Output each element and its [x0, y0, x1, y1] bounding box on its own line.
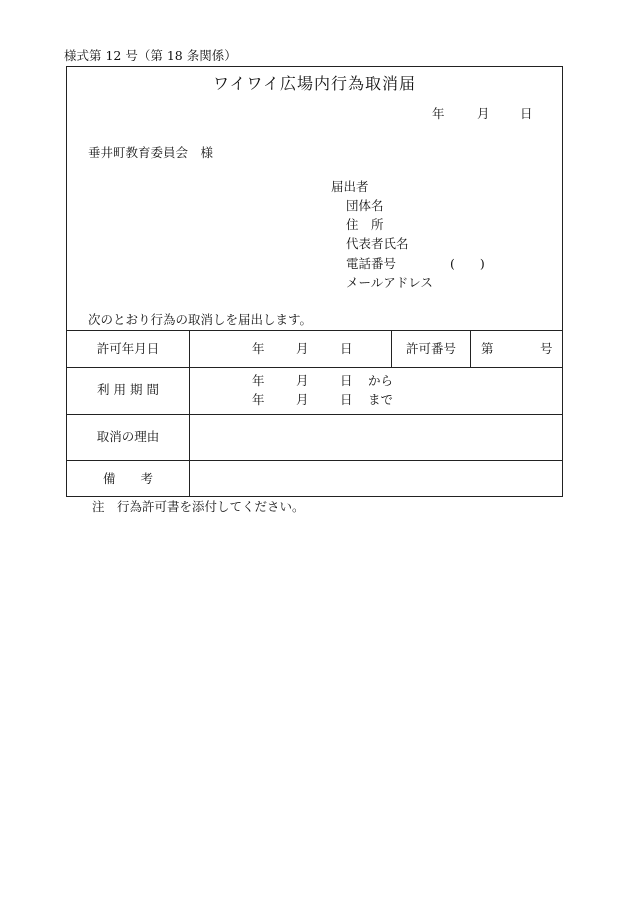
applicant-heading: 届出者	[331, 179, 369, 194]
applicant-representative-label[interactable]: 代表者氏名	[346, 236, 409, 251]
usage-from-year[interactable]: 年	[252, 373, 265, 388]
usage-to-day[interactable]: 日	[340, 392, 353, 407]
permit-number-prefix[interactable]: 第	[481, 341, 494, 356]
cancellation-reason-label: 取消の理由	[96, 429, 160, 444]
usage-from-day[interactable]: 日	[340, 373, 353, 388]
permit-number-label: 許可番号	[405, 341, 456, 356]
applicant-email-label[interactable]: メールアドレス	[346, 275, 433, 290]
permit-number-suffix[interactable]: 号	[540, 341, 553, 356]
usage-period-label: 利 用 期 間	[97, 382, 159, 397]
submission-date-year[interactable]: 年	[432, 106, 445, 121]
table-cell-divider	[470, 330, 471, 367]
permit-date-month[interactable]: 月	[296, 341, 309, 356]
remarks-field[interactable]	[190, 461, 562, 496]
applicant-address-label[interactable]: 住 所	[346, 217, 384, 232]
usage-from-month[interactable]: 月	[296, 373, 309, 388]
applicant-organization-label[interactable]: 団体名	[346, 198, 384, 213]
permit-date-label: 許可年月日	[96, 341, 160, 356]
addressee: 垂井町教育委員会 様	[88, 145, 214, 160]
phone-parentheses: ( )	[450, 256, 485, 271]
table-top-border	[66, 330, 563, 331]
permit-date-year[interactable]: 年	[252, 341, 265, 356]
submission-date-day[interactable]: 日	[520, 106, 533, 121]
usage-from-word: から	[368, 373, 394, 388]
usage-to-year[interactable]: 年	[252, 392, 265, 407]
attachment-note: 注 行為許可書を添付してください。	[92, 499, 305, 514]
cancellation-reason-field[interactable]	[190, 415, 562, 460]
usage-to-word: まで	[368, 392, 394, 407]
applicant-phone-label[interactable]: 電話番号	[346, 256, 397, 271]
remarks-label: 備 考	[102, 471, 153, 486]
form-title: ワイワイ広場内行為取消届	[212, 74, 417, 93]
usage-to-month[interactable]: 月	[296, 392, 309, 407]
statement-text: 次のとおり行為の取消しを届出します。	[88, 312, 313, 327]
table-row-divider	[66, 367, 563, 368]
form-number-label: 様式第 12 号（第 18 条関係）	[64, 48, 237, 63]
permit-date-day[interactable]: 日	[340, 341, 353, 356]
submission-date-month[interactable]: 月	[477, 106, 490, 121]
